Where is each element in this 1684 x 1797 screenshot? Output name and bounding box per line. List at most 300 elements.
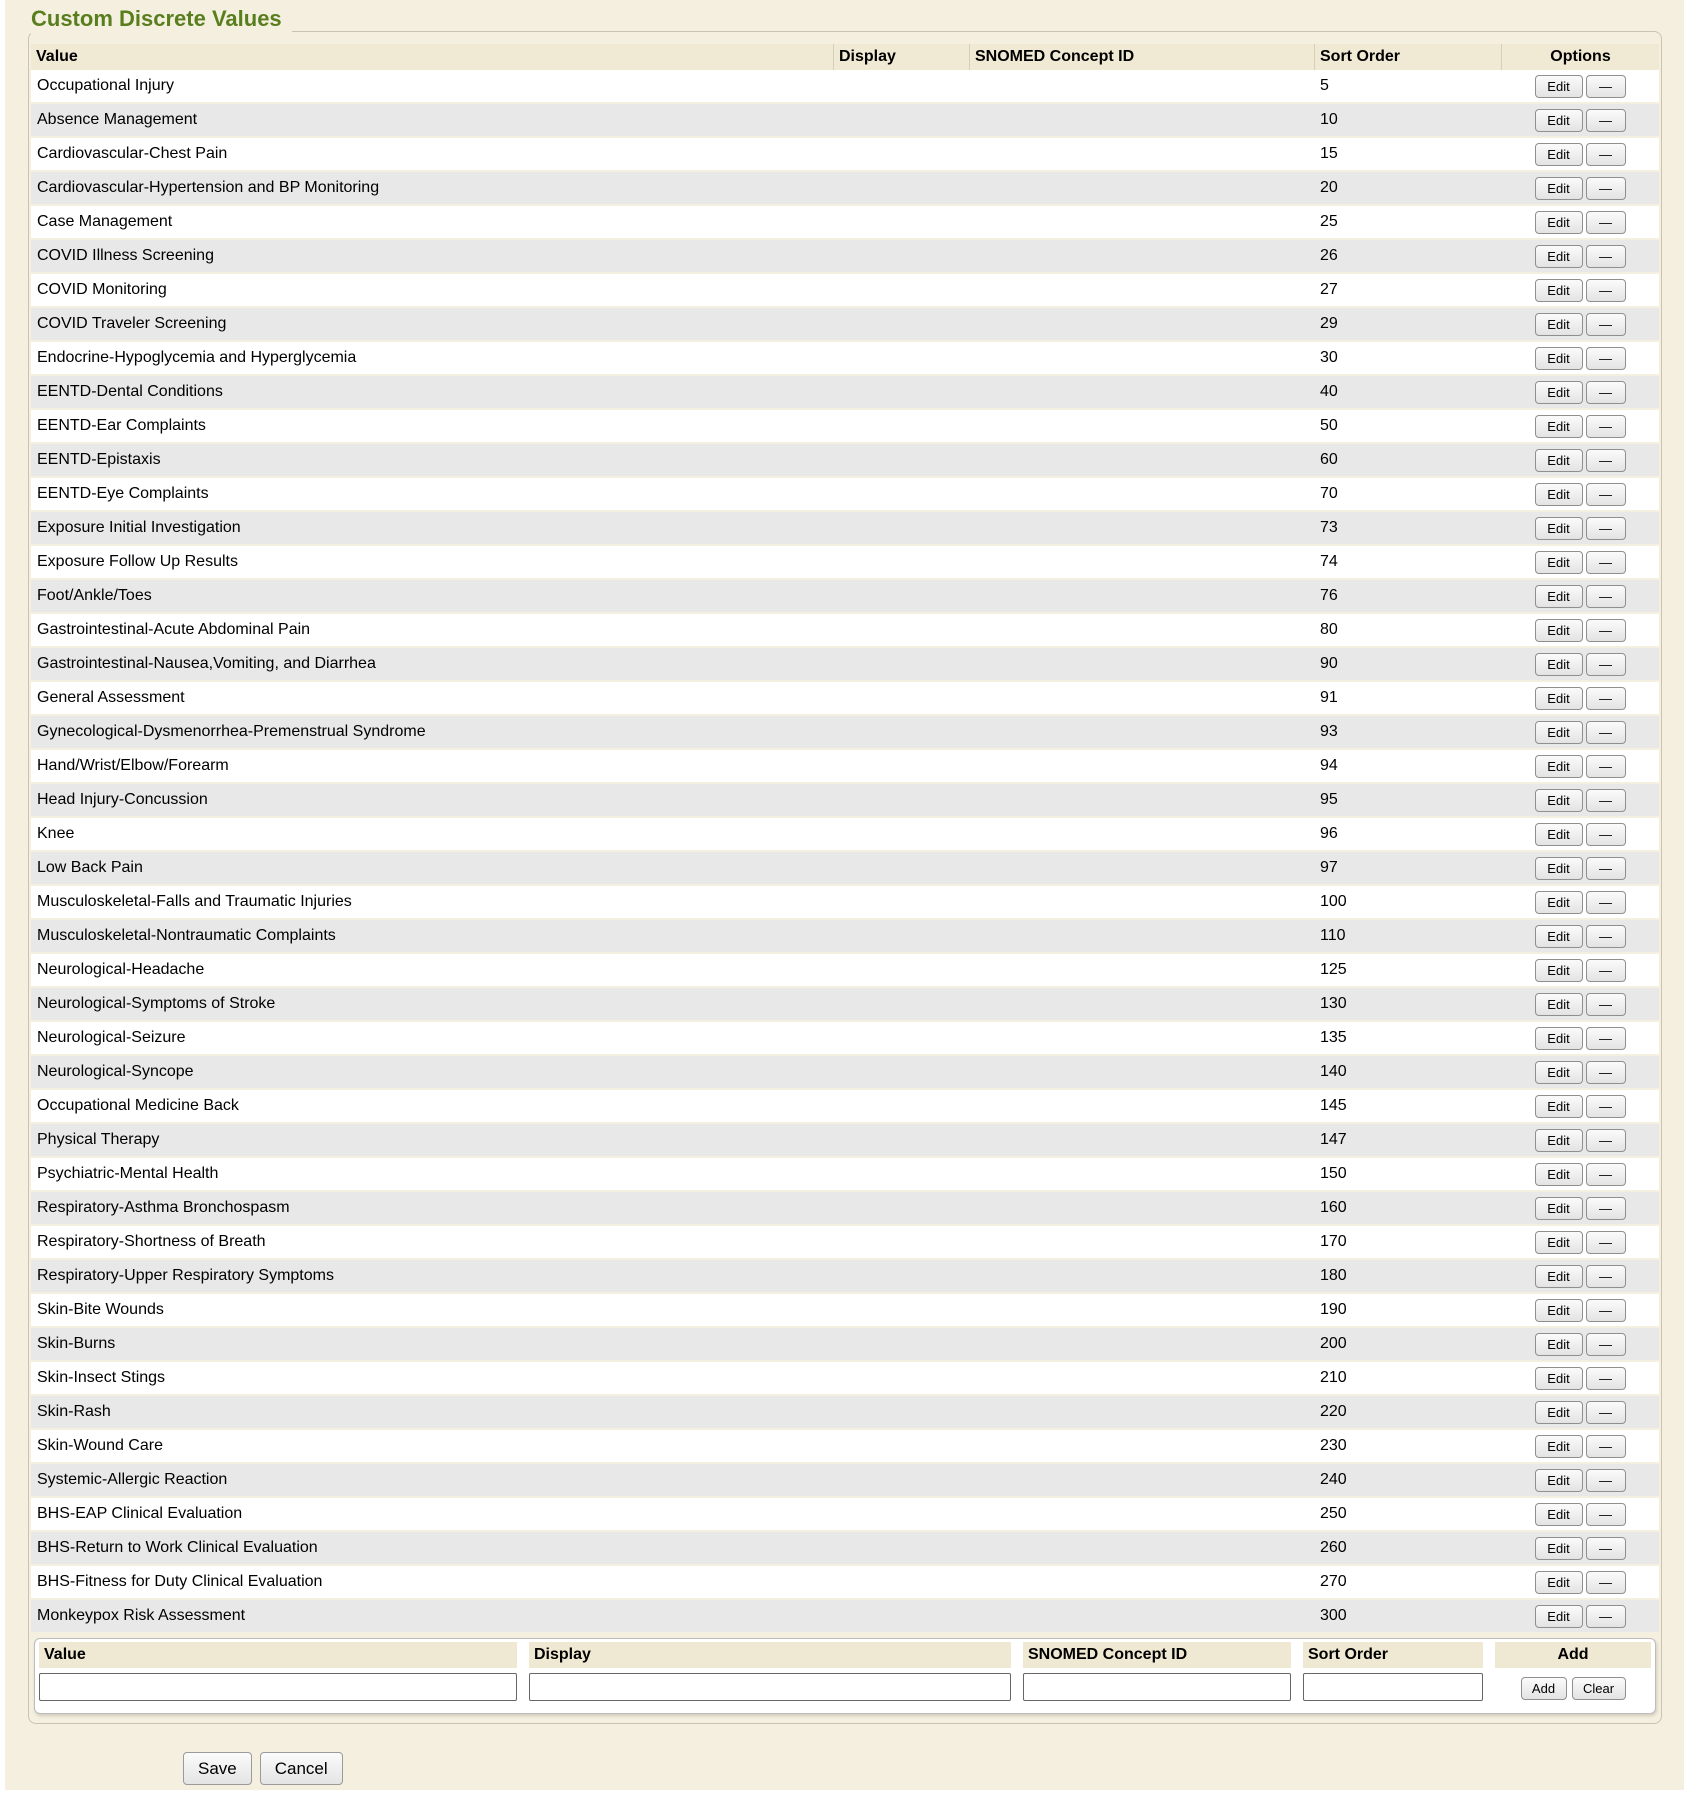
- snomed-concept-id-cell: [969, 920, 1314, 952]
- options-cell: [1501, 444, 1659, 476]
- remove-button[interactable]: —: [1586, 585, 1626, 608]
- sort-order-cell: 200: [1320, 1335, 1347, 1352]
- snomed-concept-id-cell: [969, 1396, 1314, 1428]
- edit-button[interactable]: Edit: [1535, 959, 1583, 982]
- display-cell: [833, 342, 969, 374]
- remove-button[interactable]: —: [1586, 279, 1626, 302]
- edit-button[interactable]: Edit: [1535, 619, 1583, 642]
- sort-order-cell: 94: [1320, 757, 1338, 774]
- options-cell: [1501, 954, 1659, 986]
- remove-button[interactable]: —: [1586, 1061, 1626, 1084]
- remove-button[interactable]: —: [1586, 1537, 1626, 1560]
- options-cell: [1501, 1396, 1659, 1428]
- add-button[interactable]: Add: [1521, 1677, 1567, 1700]
- options-cell: [1501, 614, 1659, 646]
- add-snomed-concept-id-input[interactable]: [1023, 1673, 1291, 1701]
- sort-order-cell: 76: [1320, 587, 1338, 604]
- add-header-display: Display: [529, 1642, 1011, 1668]
- remove-button[interactable]: —: [1586, 1231, 1626, 1254]
- options-cell: [1501, 172, 1659, 204]
- edit-button[interactable]: Edit: [1535, 1401, 1583, 1424]
- display-cell: [833, 1226, 969, 1258]
- value-cell: Knee: [37, 825, 75, 842]
- remove-button[interactable]: —: [1586, 1197, 1626, 1220]
- table-row: [31, 852, 1659, 884]
- table-row: [31, 682, 1659, 714]
- table-row: [31, 750, 1659, 782]
- value-cell: EENTD-Epistaxis: [37, 451, 161, 468]
- sort-order-cell: 96: [1320, 825, 1338, 842]
- add-header-sort-order: Sort Order: [1303, 1642, 1483, 1668]
- sort-order-cell: 95: [1320, 791, 1338, 808]
- table-row: [31, 1430, 1659, 1462]
- add-sort-order-input[interactable]: [1303, 1673, 1483, 1701]
- remove-button[interactable]: —: [1586, 1333, 1626, 1356]
- sort-order-cell: 20: [1320, 179, 1338, 196]
- table-row: [31, 478, 1659, 510]
- snomed-concept-id-cell: [969, 682, 1314, 714]
- snomed-concept-id-cell: [969, 988, 1314, 1020]
- snomed-concept-id-cell: [969, 1260, 1314, 1292]
- options-cell: [1501, 1532, 1659, 1564]
- remove-button[interactable]: —: [1586, 1401, 1626, 1424]
- value-cell: BHS-Fitness for Duty Clinical Evaluation: [37, 1573, 323, 1590]
- remove-button[interactable]: —: [1586, 1265, 1626, 1288]
- edit-button[interactable]: Edit: [1535, 279, 1583, 302]
- table-row: [31, 1226, 1659, 1258]
- options-cell: [1501, 376, 1659, 408]
- snomed-concept-id-cell: [969, 546, 1314, 578]
- sort-order-cell: 230: [1320, 1437, 1347, 1454]
- value-cell: Neurological-Headache: [37, 961, 205, 978]
- sort-order-cell: 147: [1320, 1131, 1347, 1148]
- sort-order-cell: 10: [1320, 111, 1338, 128]
- options-cell: [1501, 648, 1659, 680]
- sort-order-cell: 60: [1320, 451, 1338, 468]
- remove-button[interactable]: —: [1586, 415, 1626, 438]
- display-cell: [833, 1056, 969, 1088]
- display-cell: [833, 410, 969, 442]
- display-cell: [833, 784, 969, 816]
- sort-order-cell: 15: [1320, 145, 1338, 162]
- options-cell: [1501, 1328, 1659, 1360]
- sort-order-cell: 93: [1320, 723, 1338, 740]
- display-cell: [833, 1532, 969, 1564]
- table-row: [31, 580, 1659, 612]
- edit-button[interactable]: Edit: [1535, 1333, 1583, 1356]
- snomed-concept-id-cell: [969, 580, 1314, 612]
- table-row: [31, 274, 1659, 306]
- table-row: [31, 546, 1659, 578]
- edit-button[interactable]: Edit: [1535, 245, 1583, 268]
- value-cell: Gastrointestinal-Acute Abdominal Pain: [37, 621, 311, 638]
- sort-order-cell: 300: [1320, 1607, 1347, 1624]
- options-cell: [1501, 240, 1659, 272]
- remove-button[interactable]: —: [1586, 1095, 1626, 1118]
- value-cell: EENTD-Dental Conditions: [37, 383, 223, 400]
- display-cell: [833, 886, 969, 918]
- remove-button[interactable]: —: [1586, 653, 1626, 676]
- snomed-concept-id-cell: [969, 512, 1314, 544]
- remove-button[interactable]: —: [1586, 313, 1626, 336]
- table-row: [31, 512, 1659, 544]
- sort-order-cell: 30: [1320, 349, 1338, 366]
- edit-button[interactable]: Edit: [1535, 381, 1583, 404]
- edit-button[interactable]: Edit: [1535, 1197, 1583, 1220]
- options-cell: [1501, 1498, 1659, 1530]
- snomed-concept-id-cell: [969, 1498, 1314, 1530]
- snomed-concept-id-cell: [969, 478, 1314, 510]
- add-display-input[interactable]: [529, 1673, 1011, 1701]
- snomed-concept-id-cell: [969, 1124, 1314, 1156]
- display-cell: [833, 1022, 969, 1054]
- snomed-concept-id-cell: [969, 172, 1314, 204]
- snomed-concept-id-cell: [969, 1600, 1314, 1632]
- edit-button[interactable]: Edit: [1535, 1027, 1583, 1050]
- display-cell: [833, 920, 969, 952]
- edit-button[interactable]: Edit: [1535, 653, 1583, 676]
- edit-button[interactable]: Edit: [1535, 891, 1583, 914]
- remove-button[interactable]: —: [1586, 1503, 1626, 1526]
- value-cell: Monkeypox Risk Assessment: [37, 1607, 246, 1624]
- display-cell: [833, 1396, 969, 1428]
- remove-button[interactable]: —: [1586, 1367, 1626, 1390]
- table-row: [31, 1396, 1659, 1428]
- remove-button[interactable]: —: [1586, 1129, 1626, 1152]
- display-cell: [833, 954, 969, 986]
- value-cell: Gastrointestinal-Nausea,Vomiting, and Diarrhea: [37, 655, 376, 672]
- remove-button[interactable]: —: [1586, 1571, 1626, 1594]
- remove-button[interactable]: —: [1586, 993, 1626, 1016]
- remove-button[interactable]: —: [1586, 1469, 1626, 1492]
- sort-order-cell: 145: [1320, 1097, 1347, 1114]
- value-cell: Low Back Pain: [37, 859, 143, 876]
- edit-button[interactable]: Edit: [1535, 687, 1583, 710]
- remove-button[interactable]: —: [1586, 347, 1626, 370]
- options-cell: [1501, 682, 1659, 714]
- value-cell: Case Management: [37, 213, 173, 230]
- value-cell: COVID Illness Screening: [37, 247, 214, 264]
- snomed-concept-id-cell: [969, 274, 1314, 306]
- table-row: [31, 1192, 1659, 1224]
- sort-order-cell: 240: [1320, 1471, 1347, 1488]
- edit-button[interactable]: Edit: [1535, 585, 1583, 608]
- edit-button[interactable]: Edit: [1535, 755, 1583, 778]
- remove-button[interactable]: —: [1586, 245, 1626, 268]
- edit-button[interactable]: Edit: [1535, 1605, 1583, 1628]
- remove-button[interactable]: —: [1586, 211, 1626, 234]
- edit-button[interactable]: Edit: [1535, 75, 1583, 98]
- edit-button[interactable]: Edit: [1535, 551, 1583, 574]
- display-cell: [833, 1566, 969, 1598]
- snomed-concept-id-cell: [969, 818, 1314, 850]
- sort-order-cell: 80: [1320, 621, 1338, 638]
- edit-button[interactable]: Edit: [1535, 1061, 1583, 1084]
- snomed-concept-id-cell: [969, 240, 1314, 272]
- sort-order-cell: 140: [1320, 1063, 1347, 1080]
- sort-order-cell: 210: [1320, 1369, 1347, 1386]
- edit-button[interactable]: Edit: [1535, 347, 1583, 370]
- sort-order-cell: 170: [1320, 1233, 1347, 1250]
- sort-order-cell: 180: [1320, 1267, 1347, 1284]
- column-header-snomed-concept-id: SNOMED Concept ID: [969, 44, 1314, 70]
- table-row: [31, 1498, 1659, 1530]
- snomed-concept-id-cell: [969, 376, 1314, 408]
- sort-order-cell: 160: [1320, 1199, 1347, 1216]
- remove-button[interactable]: —: [1586, 857, 1626, 880]
- snomed-concept-id-cell: [969, 1192, 1314, 1224]
- options-cell: [1501, 342, 1659, 374]
- remove-button[interactable]: —: [1586, 789, 1626, 812]
- value-cell: Respiratory-Upper Respiratory Symptoms: [37, 1267, 334, 1284]
- snomed-concept-id-cell: [969, 1158, 1314, 1190]
- value-cell: Hand/Wrist/Elbow/Forearm: [37, 757, 229, 774]
- options-cell: [1501, 716, 1659, 748]
- edit-button[interactable]: Edit: [1535, 1537, 1583, 1560]
- table-row: [31, 342, 1659, 374]
- display-cell: [833, 1090, 969, 1122]
- snomed-concept-id-cell: [969, 138, 1314, 170]
- edit-button[interactable]: Edit: [1535, 1231, 1583, 1254]
- edit-button[interactable]: Edit: [1535, 211, 1583, 234]
- display-cell: [833, 580, 969, 612]
- remove-button[interactable]: —: [1586, 891, 1626, 914]
- options-cell: [1501, 1294, 1659, 1326]
- value-cell: Neurological-Seizure: [37, 1029, 186, 1046]
- options-cell: [1501, 478, 1659, 510]
- remove-button[interactable]: —: [1586, 551, 1626, 574]
- snomed-concept-id-cell: [969, 1566, 1314, 1598]
- options-cell: [1501, 1566, 1659, 1598]
- table-row: [31, 988, 1659, 1020]
- value-cell: Respiratory-Asthma Bronchospasm: [37, 1199, 290, 1216]
- options-cell: [1501, 1124, 1659, 1156]
- snomed-concept-id-cell: [969, 614, 1314, 646]
- remove-button[interactable]: —: [1586, 1299, 1626, 1322]
- sort-order-cell: 260: [1320, 1539, 1347, 1556]
- edit-button[interactable]: Edit: [1535, 1265, 1583, 1288]
- table-row: [31, 138, 1659, 170]
- table-header-row: [31, 44, 1659, 70]
- remove-button[interactable]: —: [1586, 517, 1626, 540]
- edit-button[interactable]: Edit: [1535, 823, 1583, 846]
- table-row: [31, 172, 1659, 204]
- options-cell: [1501, 1260, 1659, 1292]
- snomed-concept-id-cell: [969, 716, 1314, 748]
- remove-button[interactable]: —: [1586, 1163, 1626, 1186]
- snomed-concept-id-cell: [969, 784, 1314, 816]
- display-cell: [833, 1260, 969, 1292]
- remove-button[interactable]: —: [1586, 687, 1626, 710]
- remove-button[interactable]: —: [1586, 75, 1626, 98]
- display-cell: [833, 1464, 969, 1496]
- snomed-concept-id-cell: [969, 954, 1314, 986]
- display-cell: [833, 206, 969, 238]
- table-row: [31, 1260, 1659, 1292]
- add-header-snomed-concept-id: SNOMED Concept ID: [1023, 1642, 1291, 1668]
- remove-button[interactable]: —: [1586, 109, 1626, 132]
- edit-button[interactable]: Edit: [1535, 313, 1583, 336]
- remove-button[interactable]: —: [1586, 483, 1626, 506]
- value-cell: Musculoskeletal-Nontraumatic Complaints: [37, 927, 336, 944]
- sort-order-cell: 70: [1320, 485, 1338, 502]
- value-cell: Psychiatric-Mental Health: [37, 1165, 219, 1182]
- sort-order-cell: 150: [1320, 1165, 1347, 1182]
- edit-button[interactable]: Edit: [1535, 925, 1583, 948]
- remove-button[interactable]: —: [1586, 1435, 1626, 1458]
- value-cell: Respiratory-Shortness of Breath: [37, 1233, 266, 1250]
- display-cell: [833, 1294, 969, 1326]
- options-cell: [1501, 70, 1659, 102]
- display-cell: [833, 1362, 969, 1394]
- snomed-concept-id-cell: [969, 852, 1314, 884]
- display-cell: [833, 614, 969, 646]
- sort-order-cell: 91: [1320, 689, 1338, 706]
- display-cell: [833, 1158, 969, 1190]
- display-cell: [833, 70, 969, 102]
- value-cell: Endocrine-Hypoglycemia and Hyperglycemia: [37, 349, 357, 366]
- table-row: [31, 954, 1659, 986]
- sort-order-cell: 110: [1320, 927, 1346, 944]
- add-header-value: Value: [39, 1642, 517, 1668]
- remove-button[interactable]: —: [1586, 925, 1626, 948]
- value-cell: Occupational Medicine Back: [37, 1097, 239, 1114]
- options-cell: [1501, 512, 1659, 544]
- display-cell: [833, 512, 969, 544]
- value-cell: Systemic-Allergic Reaction: [37, 1471, 228, 1488]
- remove-button[interactable]: —: [1586, 959, 1626, 982]
- edit-button[interactable]: Edit: [1535, 789, 1583, 812]
- value-cell: EENTD-Eye Complaints: [37, 485, 209, 502]
- edit-button[interactable]: Edit: [1535, 1435, 1583, 1458]
- snomed-concept-id-cell: [969, 1362, 1314, 1394]
- value-cell: Skin-Rash: [37, 1403, 111, 1420]
- snomed-concept-id-cell: [969, 1090, 1314, 1122]
- snomed-concept-id-cell: [969, 750, 1314, 782]
- value-cell: Cardiovascular-Hypertension and BP Monitoring: [37, 179, 380, 196]
- edit-button[interactable]: Edit: [1535, 415, 1583, 438]
- display-cell: [833, 818, 969, 850]
- display-cell: [833, 1328, 969, 1360]
- options-cell: [1501, 1022, 1659, 1054]
- remove-button[interactable]: —: [1586, 619, 1626, 642]
- display-cell: [833, 308, 969, 340]
- table-row: [31, 1600, 1659, 1632]
- display-cell: [833, 478, 969, 510]
- sort-order-cell: 250: [1320, 1505, 1347, 1522]
- snomed-concept-id-cell: [969, 70, 1314, 102]
- add-header-add: Add: [1495, 1642, 1651, 1668]
- cancel-button[interactable]: Cancel: [260, 1752, 343, 1785]
- sort-order-cell: 90: [1320, 655, 1338, 672]
- snomed-concept-id-cell: [969, 1226, 1314, 1258]
- value-cell: Physical Therapy: [37, 1131, 160, 1148]
- add-value-input[interactable]: [39, 1673, 517, 1701]
- value-cell: Cardiovascular-Chest Pain: [37, 145, 228, 162]
- value-cell: Neurological-Symptoms of Stroke: [37, 995, 276, 1012]
- display-cell: [833, 172, 969, 204]
- value-cell: Skin-Bite Wounds: [37, 1301, 164, 1318]
- sort-order-cell: 97: [1320, 859, 1338, 876]
- add-column-display: [529, 1642, 1011, 1701]
- save-button[interactable]: Save: [183, 1752, 252, 1785]
- edit-button[interactable]: Edit: [1535, 1163, 1583, 1186]
- snomed-concept-id-cell: [969, 1022, 1314, 1054]
- edit-button[interactable]: Edit: [1535, 993, 1583, 1016]
- edit-button[interactable]: Edit: [1535, 1299, 1583, 1322]
- display-cell: [833, 1430, 969, 1462]
- snomed-concept-id-cell: [969, 1532, 1314, 1564]
- edit-button[interactable]: Edit: [1535, 143, 1583, 166]
- options-cell: [1501, 1192, 1659, 1224]
- edit-button[interactable]: Edit: [1535, 857, 1583, 880]
- edit-button[interactable]: Edit: [1535, 721, 1583, 744]
- options-cell: [1501, 1362, 1659, 1394]
- table-row: [31, 1022, 1659, 1054]
- edit-button[interactable]: Edit: [1535, 1367, 1583, 1390]
- edit-button[interactable]: Edit: [1535, 1503, 1583, 1526]
- edit-button[interactable]: Edit: [1535, 1129, 1583, 1152]
- options-cell: [1501, 206, 1659, 238]
- snomed-concept-id-cell: [969, 342, 1314, 374]
- options-cell: [1501, 546, 1659, 578]
- clear-button[interactable]: Clear: [1572, 1677, 1626, 1700]
- remove-button[interactable]: —: [1586, 1027, 1626, 1050]
- edit-button[interactable]: Edit: [1535, 517, 1583, 540]
- column-header-display: Display: [833, 44, 969, 70]
- edit-button[interactable]: Edit: [1535, 177, 1583, 200]
- value-cell: Skin-Burns: [37, 1335, 116, 1352]
- display-cell: [833, 852, 969, 884]
- edit-button[interactable]: Edit: [1535, 109, 1583, 132]
- value-cell: Skin-Wound Care: [37, 1437, 163, 1454]
- remove-button[interactable]: —: [1586, 143, 1626, 166]
- display-cell: [833, 1498, 969, 1530]
- remove-button[interactable]: —: [1586, 755, 1626, 778]
- snomed-concept-id-cell: [969, 1328, 1314, 1360]
- table-row: [31, 410, 1659, 442]
- display-cell: [833, 648, 969, 680]
- edit-button[interactable]: Edit: [1535, 1095, 1583, 1118]
- display-cell: [833, 716, 969, 748]
- snomed-concept-id-cell: [969, 444, 1314, 476]
- snomed-concept-id-cell: [969, 1056, 1314, 1088]
- options-cell: [1501, 818, 1659, 850]
- edit-button[interactable]: Edit: [1535, 449, 1583, 472]
- remove-button[interactable]: —: [1586, 721, 1626, 744]
- add-column-snomed-concept-id: [1023, 1642, 1291, 1701]
- options-cell: [1501, 920, 1659, 952]
- value-cell: Head Injury-Concussion: [37, 791, 208, 808]
- sort-order-cell: 130: [1320, 995, 1347, 1012]
- display-cell: [833, 1124, 969, 1156]
- table-row: [31, 104, 1659, 136]
- edit-button[interactable]: Edit: [1535, 1469, 1583, 1492]
- remove-button[interactable]: —: [1586, 177, 1626, 200]
- edit-button[interactable]: Edit: [1535, 483, 1583, 506]
- snomed-concept-id-cell: [969, 206, 1314, 238]
- display-cell: [833, 988, 969, 1020]
- options-cell: [1501, 886, 1659, 918]
- table-row: [31, 206, 1659, 238]
- table-row: [31, 1056, 1659, 1088]
- value-cell: COVID Monitoring: [37, 281, 167, 298]
- remove-button[interactable]: —: [1586, 1605, 1626, 1628]
- remove-button[interactable]: —: [1586, 381, 1626, 404]
- edit-button[interactable]: Edit: [1535, 1571, 1583, 1594]
- remove-button[interactable]: —: [1586, 823, 1626, 846]
- remove-button[interactable]: —: [1586, 449, 1626, 472]
